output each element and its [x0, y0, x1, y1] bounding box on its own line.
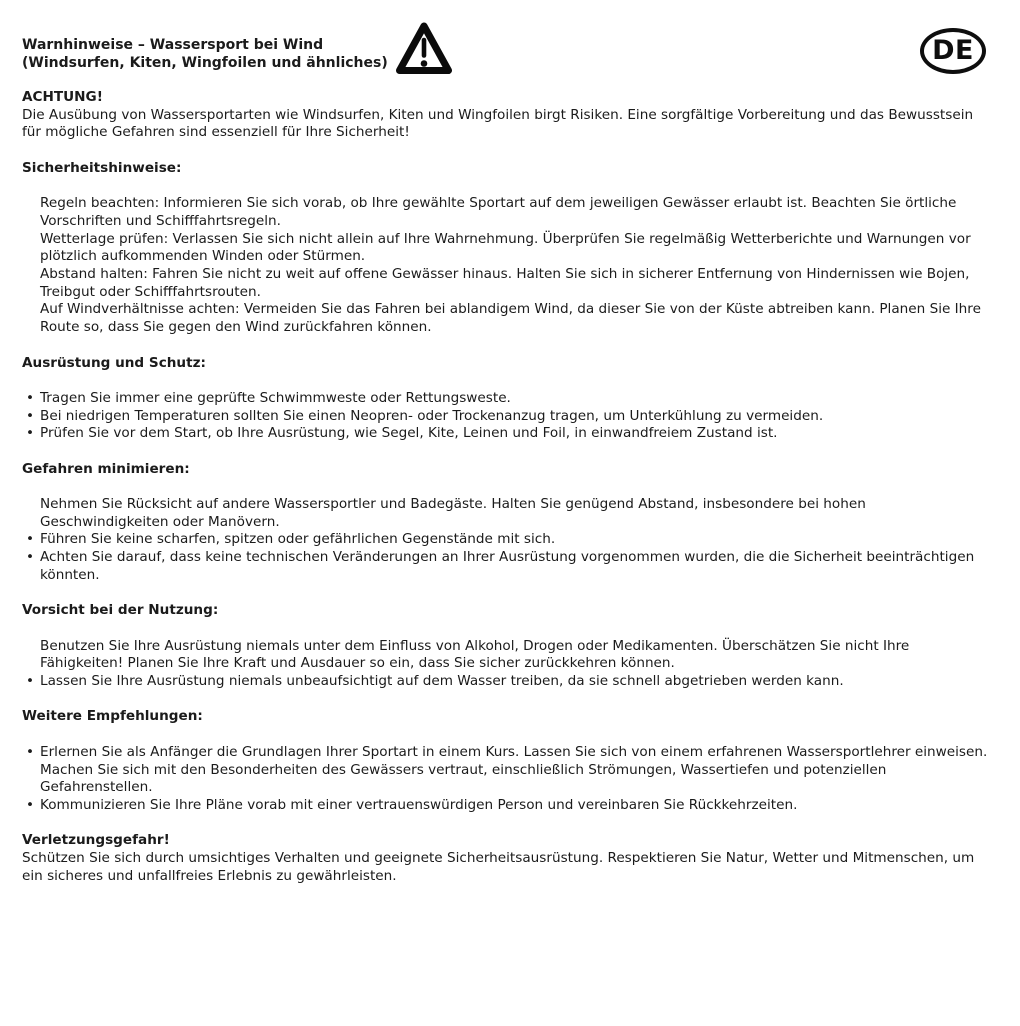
page-title: [22, 36, 388, 72]
paragraph-text: Prüfen Sie vor dem Start, ob Ihre Ausrüstung, wie Segel, Kite, Leinen und Foil, in einwandfreiem Zustand ist.: [40, 425, 778, 442]
section-items: [22, 390, 992, 443]
bullet-marker: •: [26, 407, 35, 424]
paragraph-text: Regeln beachten: Informieren Sie sich vorab, ob Ihre gewählte Sportart auf dem jeweiligen Gewässer erlaubt ist. Beachten Sie örtliche Vorschriften und Schifffahrtsregeln.: [40, 195, 957, 229]
paragraph-text: Nehmen Sie Rücksicht auf andere Wassersportler und Badegäste. Halten Sie genügend Abstand, insbesondere bei hohen Geschwindigkeiten oder Manövern.: [40, 496, 866, 530]
paragraph-text: Tragen Sie immer eine geprüfte Schwimmweste oder Rettungsweste.: [40, 389, 511, 406]
paragraph-item: [22, 673, 992, 691]
language-badge-label: DE: [932, 35, 974, 67]
section-items: [22, 744, 992, 815]
paragraph-item: [22, 390, 992, 408]
paragraph-item: [22, 496, 992, 531]
document-section: [22, 355, 992, 444]
bullet-marker: •: [26, 531, 35, 548]
document-section: [22, 708, 992, 814]
document-section: [22, 160, 992, 337]
paragraph-text: Bei niedrigen Temperaturen sollten Sie einen Neopren- oder Trockenanzug tragen, um Unterkühlung zu vermeiden.: [40, 407, 824, 424]
paragraph-item: [22, 195, 992, 230]
section-items: [22, 850, 992, 885]
section-items: [22, 195, 992, 337]
paragraph-item: [22, 425, 992, 443]
section-heading: Weitere Empfehlungen:: [22, 708, 203, 725]
language-badge: [920, 28, 986, 74]
title-line-2: (Windsurfen, Kiten, Wingfoilen und ähnliches): [22, 55, 388, 71]
paragraph-item: [22, 549, 992, 584]
paragraph-text: Führen Sie keine scharfen, spitzen oder gefährlichen Gegenstände mit sich.: [40, 531, 556, 548]
bullet-marker: •: [26, 425, 35, 442]
paragraph-item: [22, 107, 992, 142]
paragraph-text: Lassen Sie Ihre Ausrüstung niemals unbeaufsichtigt auf dem Wasser treiben, da sie schnell abgetrieben werden kann.: [40, 673, 844, 690]
section-heading: Gefahren minimieren:: [22, 460, 190, 477]
paragraph-item: [22, 744, 992, 762]
document-body: [22, 89, 992, 885]
paragraph-text: Benutzen Sie Ihre Ausrüstung niemals unter dem Einfluss von Alkohol, Drogen oder Medikamenten. Überschätzen Sie nicht Ihre Fähigkeiten! Planen Sie Ihre Kraft und Ausdauer so ein, dass Sie sicher zurückkehren können.: [40, 637, 910, 672]
section-items: [22, 496, 992, 585]
paragraph-item: [22, 850, 992, 885]
section-heading: Vorsicht bei der Nutzung:: [22, 602, 219, 619]
section-heading: Verletzungsgefahr!: [22, 832, 170, 849]
paragraph-item: [22, 408, 992, 426]
bullet-marker: •: [26, 796, 35, 813]
paragraph-text: Achten Sie darauf, dass keine technischen Veränderungen an Ihrer Ausrüstung vorgenommen wurden, die die Sicherheit beeinträchtigen könnten.: [40, 549, 975, 583]
paragraph-item: [22, 301, 992, 336]
bullet-marker: •: [26, 673, 35, 690]
paragraph-item: [22, 638, 992, 673]
document-section: [22, 89, 992, 142]
section-items: [22, 107, 992, 142]
document-section: [22, 832, 992, 885]
section-items: [22, 638, 992, 691]
section-heading: Ausrüstung und Schutz:: [22, 354, 206, 371]
paragraph-item: [22, 266, 992, 301]
section-heading: Sicherheitshinweise:: [22, 159, 182, 176]
bullet-marker: •: [26, 389, 35, 406]
section-heading: ACHTUNG!: [22, 89, 103, 105]
document-header: [22, 20, 992, 78]
paragraph-item: [22, 231, 992, 266]
paragraph-text: Erlernen Sie als Anfänger die Grundlagen Ihrer Sportart in einem Kurs. Lassen Sie sich von einem erfahrenen Wassersportlehrer einweisen.: [40, 743, 988, 760]
paragraph-item: [22, 762, 992, 797]
paragraph-text: Kommunizieren Sie Ihre Pläne vorab mit einer vertrauenswürdigen Person und vereinbaren Sie Rückkehrzeiten.: [40, 796, 798, 813]
paragraph-item: [22, 797, 992, 815]
paragraph-item: [22, 531, 992, 549]
paragraph-text: Wetterlage prüfen: Verlassen Sie sich nicht allein auf Ihre Wahrnehmung. Überprüfen Sie regelmäßig Wetterberichte und Warnungen vor plötzlich aufkommenden Winden oder Stürmen.: [40, 230, 971, 265]
document-section: [22, 602, 992, 691]
paragraph-text: Schützen Sie sich durch umsichtiges Verhalten und geeignete Sicherheitsausrüstung. Respektieren Sie Natur, Wetter und Mitmenschen, um ein sicheres und unfallfreies Erlebnis zu gewährleisten.: [22, 850, 975, 884]
bullet-marker: •: [26, 743, 35, 760]
paragraph-text: Auf Windverhältnisse achten: Vermeiden Sie das Fahren bei ablandigem Wind, da dieser Sie von der Küste abtreiben kann. Planen Sie Ihre Route so, dass Sie gegen den Wind zurückfahren können.: [40, 301, 981, 336]
title-line-1: Warnhinweise – Wassersport bei Wind: [22, 37, 324, 53]
bullet-marker: •: [26, 549, 35, 566]
paragraph-text: Die Ausübung von Wassersportarten wie Windsurfen, Kiten und Wingfoilen birgt Risiken. Eine sorgfältige Vorbereitung und das Bewusstsein für mögliche Gefahren sind essenziell für Ihre Sicherheit!: [22, 106, 974, 141]
paragraph-text: Abstand halten: Fahren Sie nicht zu weit auf offene Gewässer hinaus. Halten Sie sich in sicherer Entfernung von Hindernissen wie Bojen, Treibgut oder Schifffahrtsrouten.: [40, 266, 970, 300]
warning-triangle-icon: [395, 20, 453, 78]
document-section: [22, 461, 992, 585]
paragraph-text: Machen Sie sich mit den Besonderheiten des Gewässers vertraut, einschließlich Strömungen, Wassertiefen und potenziellen Gefahrenstellen.: [40, 761, 887, 796]
